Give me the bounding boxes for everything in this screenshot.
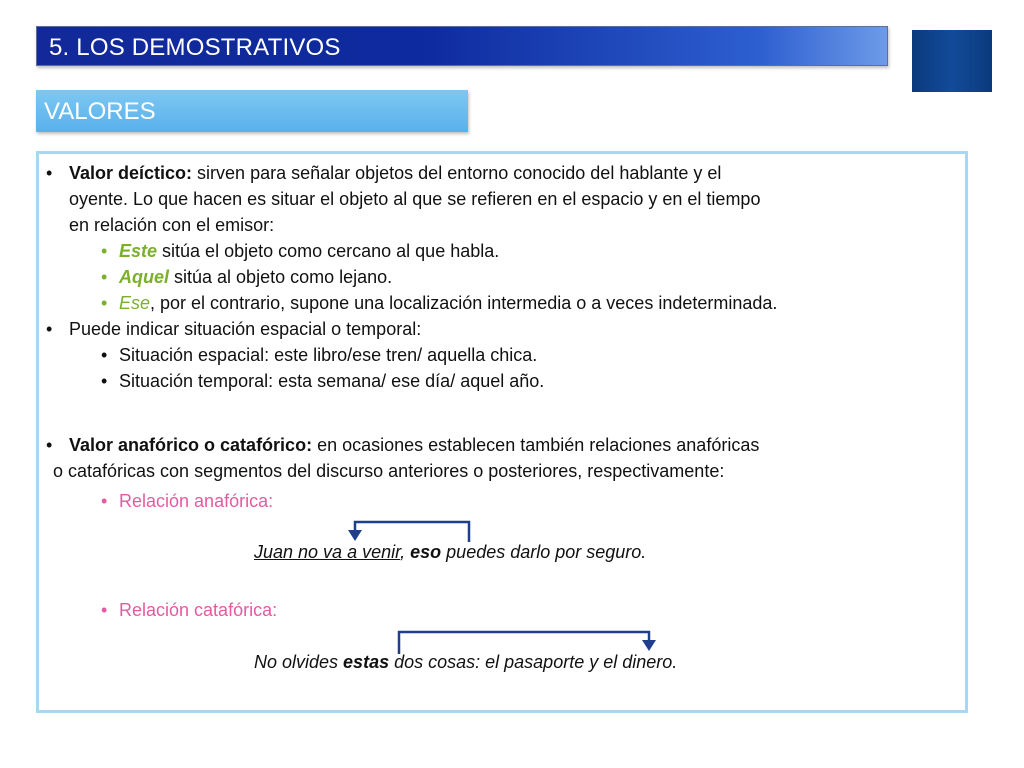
term-este: Este (119, 241, 158, 261)
anaphoric-term: Valor anafórico o catafórico: (69, 435, 313, 455)
sub-bullet: • (101, 267, 108, 287)
sub-bullet: • (101, 345, 108, 365)
corner-decoration (912, 30, 992, 92)
antecedent: Juan no va a venir (254, 542, 401, 562)
subtitle-bar (36, 90, 468, 132)
deictic-text-line3: en relación con el emisor: (69, 215, 275, 235)
deictic-text-line2: oyente. Lo que hacen es situar el objeto al que se refieren en el espacio y en el tiempo (69, 189, 761, 209)
anaphoric-text-line2: o catafóricas con segmentos del discurso anteriores o posteriores, respectivamente: (53, 461, 725, 481)
title-bar (36, 26, 888, 66)
deictic-term: Valor deíctico: (69, 163, 193, 183)
bullet: • (46, 319, 53, 339)
situation-text: Puede indicar situación espacial o temporal: (69, 319, 422, 339)
deictic-text-line1: sirven para señalar objetos del entorno conocido del hablante y el (192, 163, 722, 183)
bullet: • (46, 163, 53, 183)
cataphora-keyword: estas (343, 652, 390, 672)
sub-bullet: • (101, 491, 108, 511)
page-title: 5. LOS DEMOSTRATIVOS (49, 34, 341, 61)
sub-bullet: • (101, 600, 108, 620)
anaphora-keyword: eso (410, 542, 442, 562)
anaphora-example: Juan no va a venir, eso puedes darlo por seguro. (254, 542, 647, 562)
sub-bullet: • (101, 371, 108, 391)
anaphora-label: Relación anafórica: (119, 491, 274, 511)
term-aquel: Aquel (119, 267, 170, 287)
cataphora-example: No olvides estas dos cosas: el pasaporte y el dinero. (254, 652, 678, 672)
sub-bullet: • (101, 293, 108, 313)
content-box: • Valor deíctico: sirven para señalar objetos del entorno conocido del hablante y el oyente. Lo que hacen es situar el objeto al que se refieren en el espacio y en el tiempo en relación con el emisor: • Este sitúa el objeto como cercano al que habla. • Aquel sitúa al objeto como lejano. • Ese, por el contrario, supone una localización intermedia o a veces indeterminada. • Puede indicar situación espacial o temporal: • Situación espacial: este libro/ese tren/ aquella chica. • Situación temporal: esta semana/ ese día/ aquel año. • Valor anafórico o catafórico: en ocasiones establecen también relaciones anafóricas o catafóricas con segmentos del discurso anteriores o posteriores, respectivamente: • Relación anafórica: Juan no va a venir, eso puedes darlo por seguro. • Relación catafórica: No olvides estas dos cosas: el pasaporte y el dinero. (36, 151, 968, 713)
bullet: • (46, 435, 53, 455)
cataphora-label: Relación catafórica: (119, 600, 278, 620)
section-subtitle: VALORES (44, 98, 156, 125)
cataphora-arrow (39, 154, 971, 716)
anaphoric-text-line1: en ocasiones establecen también relaciones anafóricas (312, 435, 760, 455)
term-ese: Ese (119, 293, 151, 313)
sub-bullet: • (101, 241, 108, 261)
